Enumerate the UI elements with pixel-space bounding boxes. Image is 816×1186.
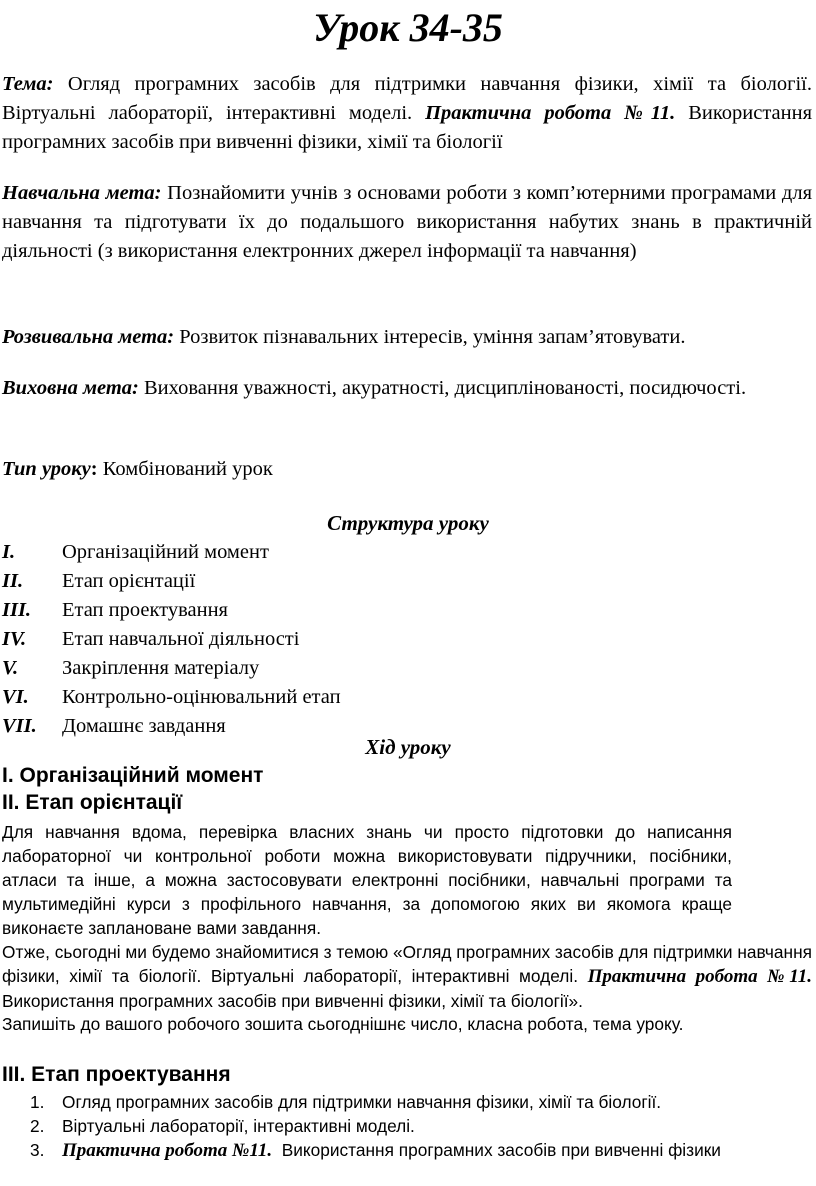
structure-item	[2, 596, 228, 625]
orientation-line: виконаєте заплановане вами завдання.	[2, 918, 321, 938]
rozvyvalna-text: Розвиток пізнавальних інтересів, уміння запам’ятовувати.	[174, 326, 686, 348]
navchalna-paragraph	[2, 179, 812, 266]
project-list-item	[30, 1090, 661, 1114]
structure-item-label: Домашнє завдання	[62, 715, 226, 737]
tema-paragraph	[2, 70, 812, 157]
structure-item-label: Організаційний момент	[62, 541, 269, 563]
orientation-line: атласи та інше, а можна застосовувати електронні посібники, навчальні програми та	[2, 870, 732, 890]
navchalna-text: Познайомити учнів з основами роботи з комп’ютерними програмами для навчання та підготувати їх до подальшого використання набутих знань в практичній діяльності (з використання електронних джерел інформації та навчання)	[2, 182, 813, 262]
structure-item-number: V.	[2, 657, 19, 679]
orientation-line: Для навчання вдома, перевірка власних знань чи просто підготовки до написання	[2, 822, 732, 842]
project-list-number: 2.	[30, 1116, 45, 1136]
structure-item	[2, 538, 269, 567]
today-paragraph	[2, 940, 812, 1013]
rozvyvalna-label: Розвивальна мета:	[2, 326, 175, 348]
project-list-label: Використання програмних засобів при вивченні фізики	[272, 1140, 721, 1160]
structure-item-number: III.	[2, 599, 32, 621]
today-practical-label: Практична робота №11.	[587, 966, 812, 987]
rozvyvalna-paragraph	[2, 323, 812, 352]
typ-text: Комбінований урок	[97, 458, 273, 480]
typ-colon: :	[90, 458, 98, 480]
vykhovna-paragraph	[2, 374, 812, 403]
tema-text: Огляд програмних засобів для підтримки навчання фізики, хімії та біології. Віртуальні лабораторії, інтерактивні моделі.	[2, 73, 812, 124]
structure-item	[2, 683, 341, 712]
structure-item	[2, 567, 195, 596]
project-list-label: Огляд програмних засобів для підтримки навчання фізики, хімії та біології.	[62, 1092, 662, 1112]
tema-text-2: Використання програмних засобів при вивченні фізики, хімії та біології	[2, 102, 813, 153]
section-2-heading: ІІ. Етап орієнтації	[2, 791, 183, 814]
structure-item-label: Етап навчальної діяльності	[62, 628, 300, 650]
navchalna-label: Навчальна мета:	[2, 182, 162, 204]
project-list-practical-label: Практична робота №11.	[62, 1140, 273, 1161]
section-3-heading: ІІІ. Етап проектування	[2, 1063, 231, 1086]
structure-item-label: Етап проектування	[62, 599, 228, 621]
project-list-item	[30, 1138, 721, 1163]
tema-practical-label: Практична робота №11.	[425, 102, 676, 124]
today-instruction: Запишіть до вашого робочого зошита сьогоднішнє число, класна робота, тема уроку.	[2, 1014, 684, 1034]
khid-title: Хід уроку	[365, 735, 451, 759]
section-1-heading: І. Організаційний момент	[2, 764, 264, 787]
structure-item-label: Етап орієнтації	[62, 570, 196, 592]
tema-label: Тема:	[2, 73, 54, 95]
page-title: Урок 34-35	[313, 5, 503, 50]
structure-item-number: IV.	[2, 628, 27, 650]
vykhovna-label: Виховна мета:	[2, 377, 139, 399]
structure-item-number: I.	[2, 541, 16, 563]
project-list-number: 1.	[30, 1092, 45, 1112]
structure-item	[2, 654, 259, 683]
project-list-number: 3.	[30, 1140, 45, 1160]
today-text: Отже, сьогодні ми будемо знайомитися з темою «Огляд програмних засобів для підтримки навчання фізики, хімії та біології. Віртуальні лабораторії, інтерактивні моделі.	[2, 942, 812, 986]
structure-item	[2, 625, 299, 654]
typ-label: Тип уроку	[2, 458, 91, 480]
orientation-line: лабораторної чи контрольної роботи можна використовувати підручники, посібники,	[2, 846, 732, 866]
structure-item-label: Контрольно-оцінювальний етап	[62, 686, 341, 708]
structure-item-number: VII.	[2, 715, 37, 737]
vykhovna-text: Виховання уважності, акуратності, дисциплінованості, посидючості.	[138, 377, 747, 399]
structure-item-label: Закріплення матеріалу	[62, 657, 260, 679]
today-text-2: Використання програмних засобів при вивченні фізики, хімії та біології».	[2, 991, 583, 1011]
structure-item-number: II.	[2, 570, 24, 592]
project-list-item	[30, 1114, 415, 1138]
orientation-line: мультимедійні курси з профільного навчання, за допомогою яких ви якомога краще	[2, 894, 732, 914]
project-list-label: Віртуальні лабораторії, інтерактивні моделі.	[62, 1116, 415, 1136]
structure-item-number: VI.	[2, 686, 29, 708]
typ-paragraph	[2, 455, 812, 484]
structure-title: Структура уроку	[327, 511, 489, 535]
